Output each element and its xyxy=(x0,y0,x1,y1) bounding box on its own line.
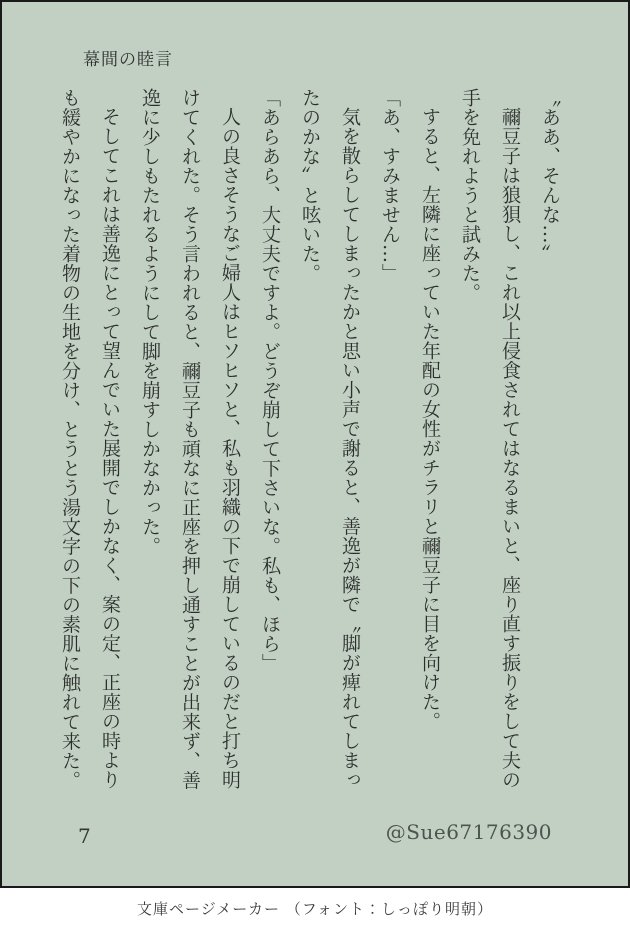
paragraph: 「あらあら、大丈夫ですよ。どうぞ崩して下さいな。私も、ほら」 xyxy=(259,88,281,673)
author-handle: @Sue67176390 xyxy=(385,820,552,844)
paragraph: 人の良さそうなご婦人はヒソヒソと、私も羽織の下で崩しているのだと打ち明けてくれた。そう言われると、禰豆子も頑なに正座を押し通すことが出来ず、善逸に少しもたれるようにして脚を崩すしかなかった。 xyxy=(139,88,241,790)
paragraph: 禰豆子は狼狽し、これ以上侵食されてはなるまいと、座り直す振りをして夫の手を免れようと試みた。 xyxy=(459,88,521,790)
page-title: 幕間の睦言 xyxy=(83,50,173,70)
footer-bar xyxy=(0,888,630,928)
paragraph: 気を散らしてしまったかと思い小声で謝ると、善逸が隣で〝脚が痺れてしまったのかな〟と呟いた。 xyxy=(299,88,361,790)
paragraph: そしてこれは善逸にとって望んでいた展開でしかなく、案の定、正座の時よりも緩やかになった着物の生地を分け、とうとう湯文字の下の素肌に触れて来た。 xyxy=(59,88,121,790)
page-number: 7 xyxy=(78,824,91,848)
paragraph: 〝ああ、そんな…〟 xyxy=(539,88,561,264)
paragraph: 「あ、すみません…」 xyxy=(379,88,401,283)
body-text xyxy=(46,88,570,798)
generator-credit: 文庫ページメーカー （フォント：しっぽり明朝） xyxy=(137,899,493,918)
paragraph: すると、左隣に座っていた年配の女性がチラリと禰豆子に目を向けた。 xyxy=(419,107,441,731)
